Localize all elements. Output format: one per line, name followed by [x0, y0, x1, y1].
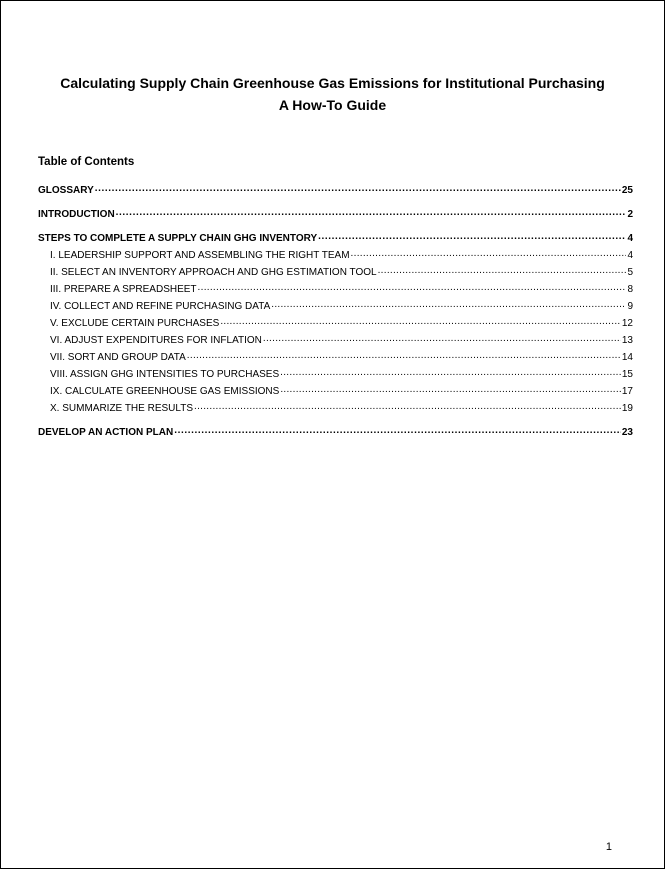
toc-entry-label: STEPS TO COMPLETE A SUPPLY CHAIN GHG INVENTORY — [38, 233, 318, 244]
toc-subentry-page: 14 — [621, 352, 633, 363]
toc-leader-dots — [95, 183, 621, 194]
toc-subentry-label: VII. SORT AND GROUP DATA — [50, 352, 186, 363]
toc-leader-dots — [187, 350, 621, 361]
toc-leader-dots — [271, 299, 626, 310]
toc-subentry-page: 17 — [621, 386, 633, 397]
toc-entry-page: 2 — [627, 209, 633, 220]
toc-leader-dots — [378, 265, 627, 276]
toc-leader-dots — [220, 316, 621, 327]
toc-subentry-page: 19 — [621, 403, 633, 414]
toc-leader-dots — [263, 333, 621, 344]
toc-subentry-page: 4 — [627, 250, 633, 261]
page-number: 1 — [605, 841, 612, 853]
toc-subentry-label: I. LEADERSHIP SUPPORT AND ASSEMBLING THE RIGHT TEAM — [50, 250, 350, 261]
toc-leader-dots — [194, 401, 621, 412]
toc-subentry-label: VIII. ASSIGN GHG INTENSITIES TO PURCHASES — [50, 369, 280, 380]
toc-subentry-label: X. SUMMARIZE THE RESULTS — [50, 403, 193, 414]
title-line-2: A How-To Guide — [278, 97, 387, 113]
title-line-1: Calculating Supply Chain Greenhouse Gas Emissions for Institutional Purchasing — [60, 75, 605, 91]
toc-leader-dots — [280, 384, 621, 395]
toc-entry-page: 4 — [627, 233, 633, 244]
toc-subentry-page: 12 — [621, 318, 633, 329]
toc-subentry-label: IX. CALCULATE GREENHOUSE GAS EMISSIONS — [50, 386, 280, 397]
toc-entry-page: 25 — [621, 185, 633, 196]
toc-entry-label: INTRODUCTION — [38, 209, 115, 220]
toc-subentry-label: II. SELECT AN INVENTORY APPROACH AND GHG ESTIMATION TOOL — [50, 267, 377, 278]
toc-subentry-page: 5 — [627, 267, 633, 278]
toc-subentry-label: IV. COLLECT AND REFINE PURCHASING DATA — [50, 301, 271, 312]
toc-leader-dots — [351, 248, 627, 259]
toc-entry-action-plan[interactable] — [38, 427, 633, 444]
toc-heading: Table of Contents — [38, 156, 135, 168]
toc-entry-page: 23 — [621, 427, 633, 438]
document-title — [1, 72, 664, 116]
toc-subentry-page: 15 — [621, 369, 633, 380]
toc-subentry-label: VI. ADJUST EXPENDITURES FOR INFLATION — [50, 335, 262, 346]
toc-leader-dots — [198, 282, 627, 293]
toc-leader-dots — [280, 367, 621, 378]
toc-subentry-page: 9 — [627, 301, 633, 312]
table-of-contents — [38, 185, 633, 444]
toc-subentry-label: V. EXCLUDE CERTAIN PURCHASES — [50, 318, 220, 329]
toc-leader-dots — [116, 207, 627, 218]
toc-entry-introduction[interactable] — [38, 209, 633, 226]
toc-leader-dots — [174, 425, 621, 436]
toc-subentry[interactable] — [38, 403, 633, 420]
toc-subentry-page: 8 — [627, 284, 633, 295]
toc-entry-glossary[interactable] — [38, 185, 633, 202]
toc-subentry-label: III. PREPARE A SPREADSHEET — [50, 284, 197, 295]
toc-entry-label: GLOSSARY — [38, 185, 94, 196]
toc-subentry-page: 13 — [621, 335, 633, 346]
toc-leader-dots — [318, 231, 626, 242]
toc-entry-label: DEVELOP AN ACTION PLAN — [38, 427, 174, 438]
